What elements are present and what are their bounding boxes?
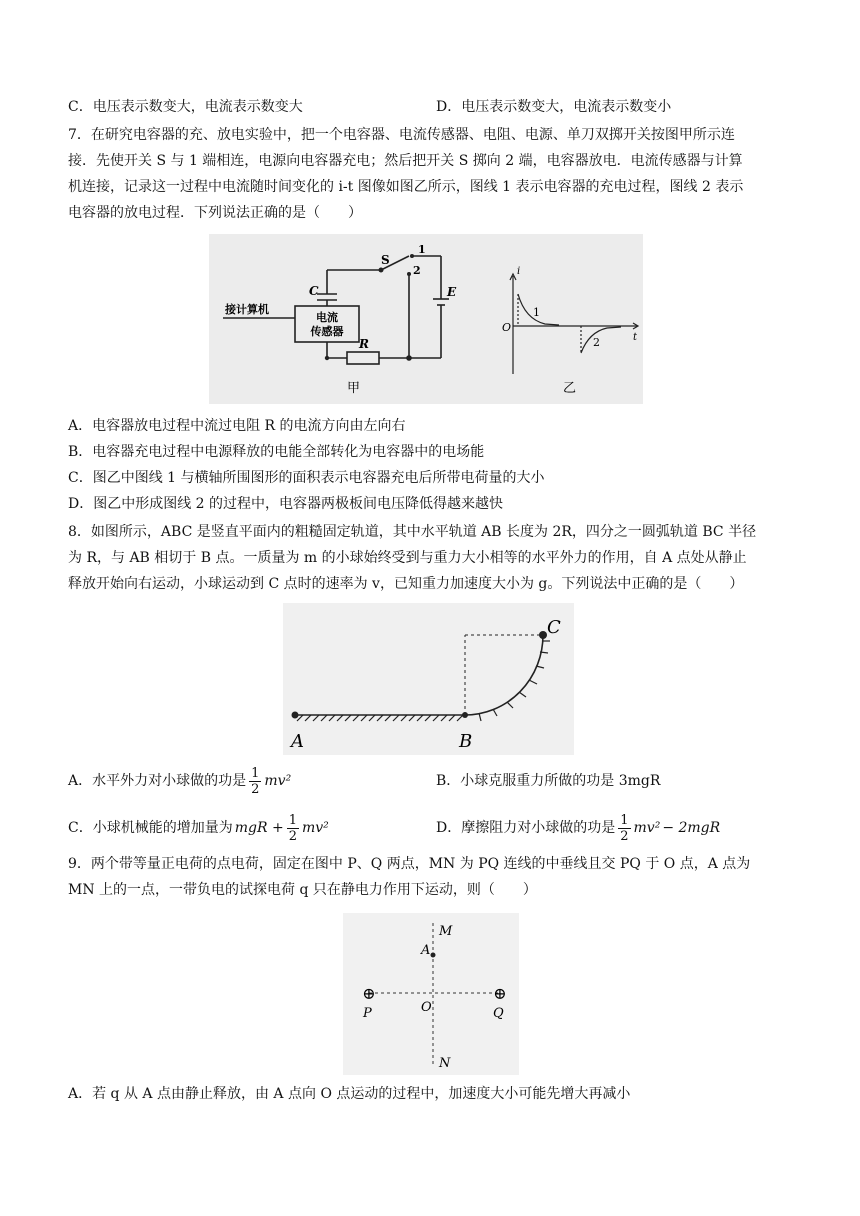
axis-i-label: i (517, 266, 521, 277)
fraction-numerator: 1 (620, 812, 629, 828)
axis-origin-label: O (502, 321, 512, 334)
q9-figure-charges (343, 913, 519, 1075)
point-c-label: C (547, 617, 561, 638)
point-p-label: P (363, 1006, 372, 1021)
q8-option-c (68, 811, 329, 845)
emf-label: E (447, 285, 457, 299)
q7-option-d: D．图乙中形成图线 2 的过程中，电容器两极板间电压降低得越来越快 (68, 496, 504, 512)
capacitor-label: C (309, 284, 319, 298)
point-a-label: A (421, 943, 431, 958)
q8-stem-line-1: 8．如图所示，ABC 是竖直平面内的粗糙固定轨道，其中水平轨道 AB 长度为 2R，四分之一圆弧轨道 BC 半径 (68, 524, 757, 540)
q6-option-c: C．电压表示数变大，电流表示数变大 (68, 99, 303, 115)
charge-p-icon: ⊕ (362, 984, 376, 1003)
axis-t-label: t (633, 332, 638, 343)
point-o-label: O (421, 1000, 432, 1015)
charge-q-icon: ⊕ (493, 984, 507, 1003)
curve-1-label: 1 (533, 306, 540, 319)
figure-yi-label: 乙 (563, 381, 577, 396)
q7-option-c: C．图乙中图线 1 与横轴所围图形的面积表示电容器充电后所带电荷量的大小 (68, 470, 545, 486)
contact-1-label: 1 (418, 243, 426, 256)
computer-label: 接计算机 (225, 303, 269, 316)
point-n-label: N (439, 1056, 451, 1071)
point-a-label: A (291, 731, 304, 752)
q8-option-b: B．小球克服重力所做的功是 3mgR (436, 773, 661, 789)
q8-option-a-text: A．水平外力对小球做的功是 (68, 773, 247, 789)
q7-stem-line-2: 接．先使开关 S 与 1 端相连，电源向电容器充电；然后把开关 S 掷向 2 端，电容器放电．电流传感器与计算 (68, 153, 743, 169)
fraction-numerator: 1 (288, 812, 297, 828)
resistor-label: R (359, 337, 369, 351)
q8-stem-line-3: 释放开始向右运动，小球运动到 C 点时的速率为 v，已知重力加速度大小为 g。下列说法中正确的是（ ） (68, 576, 744, 592)
fraction-denominator: 2 (620, 828, 629, 844)
q7-option-b: B．电容器充电过程中电源释放的电能全部转化为电容器中的电场能 (68, 444, 485, 460)
sensor-label-1: 电流 (316, 311, 338, 324)
point-q-label: Q (493, 1006, 504, 1021)
figure-jia-label: 甲 (347, 381, 361, 396)
q6-option-d: D．电压表示数变大，电流表示数变小 (436, 99, 672, 115)
q7-figure-circuit-and-graph (209, 234, 643, 404)
sensor-label-2: 传感器 (310, 325, 344, 338)
q7-stem-line-4: 电容器的放电过程．下列说法正确的是（ ） (68, 205, 362, 221)
contact-2-label: 2 (413, 264, 421, 277)
point-b-label: B (459, 731, 473, 752)
q9-stem-line-1: 9．两个带等量正电荷的点电荷，固定在图中 P、Q 两点，MN 为 PQ 连线的中垂线且交 PQ 于 O 点，A 点为 (68, 856, 751, 872)
q9-option-a: A．若 q 从 A 点由静止释放，由 A 点向 O 点运动的过程中，加速度大小可能先增大再减小 (68, 1086, 631, 1102)
fraction-half (249, 766, 261, 797)
q7-stem-line-3: 机连接，记录这一过程中电流随时间变化的 i-t 图像如图乙所示，图线 1 表示电容器的充电过程，图线 2 表示 (68, 179, 744, 195)
q8-option-c-term: mgR + (234, 820, 284, 836)
q9-stem-line-2: MN 上的一点，一带负电的试探电荷 q 只在静电力作用下运动，则（ ） (68, 882, 537, 898)
fraction-half (287, 813, 299, 844)
q7-option-a: A．电容器放电过程中流过电阻 R 的电流方向由左向右 (68, 418, 406, 434)
q8-option-c-mv2: mv² (301, 820, 329, 836)
q8-figure-track (283, 603, 574, 755)
point-m-label: M (439, 924, 453, 939)
fraction-denominator: 2 (251, 781, 260, 797)
q8-option-a-mv2: mv² (264, 773, 292, 789)
fraction-numerator: 1 (251, 765, 260, 781)
q7-stem-line-1: 7．在研究电容器的充、放电实验中，把一个电容器、电流传感器、电阻、电源、单刀双掷开关按图甲所示连 (68, 127, 735, 143)
curve-2-label: 2 (593, 336, 600, 349)
q8-option-d-mv2: mv² (633, 820, 661, 836)
q8-option-c-text: C．小球机械能的增加量为 (68, 820, 233, 836)
q8-option-d (436, 811, 720, 845)
switch-label: S (381, 253, 390, 267)
q8-option-a (68, 764, 291, 798)
fraction-half (618, 813, 630, 844)
q8-option-d-suffix: − 2mgR (662, 820, 721, 836)
q8-stem-line-2: 为 R，与 AB 相切于 B 点。一质量为 m 的小球始终受到与重力大小相等的水平外力的作用，自 A 点处从静止 (68, 550, 747, 566)
q8-option-d-text: D．摩擦阻力对小球做的功是 (436, 820, 616, 836)
fraction-denominator: 2 (288, 828, 297, 844)
